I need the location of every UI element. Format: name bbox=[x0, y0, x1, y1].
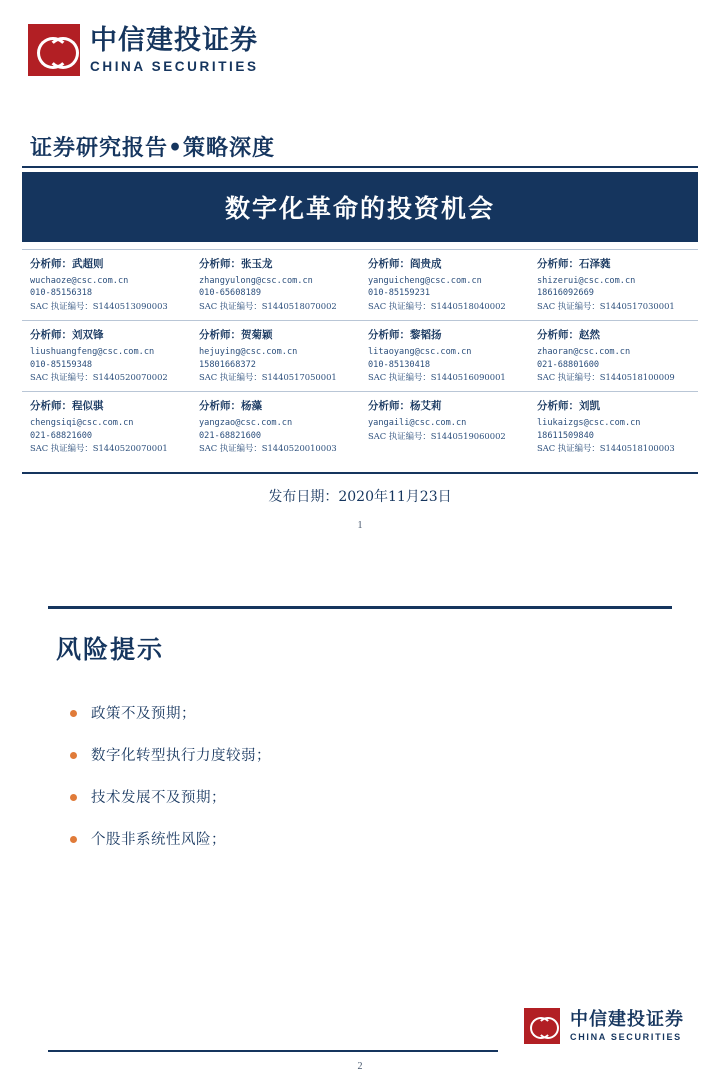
list-item-text: 个股非系统性风险； bbox=[91, 832, 226, 848]
analyst-phone: 010-85156318 bbox=[30, 288, 93, 299]
list-item-text: 政策不及预期； bbox=[91, 706, 196, 722]
analyst-sac: SAC 执证编号：S1440518100003 bbox=[537, 443, 675, 454]
analyst-sac: SAC 执证编号：S1440518070002 bbox=[199, 300, 337, 311]
logo-wordmark bbox=[90, 24, 259, 74]
risk-bullet-list bbox=[70, 702, 630, 870]
analyst-name: 分析师：黎韬扬 bbox=[368, 329, 442, 342]
analyst-sac: SAC 执证编号：S1440520070001 bbox=[30, 443, 168, 454]
analyst-cell bbox=[22, 321, 191, 391]
analyst-phone: 18616092669 bbox=[537, 288, 594, 299]
report-kind-label: 证券研究报告•策略深度 bbox=[30, 135, 276, 161]
analyst-phone: 021-68821600 bbox=[199, 430, 262, 441]
logo-chinese-name: 中信建投证券 bbox=[90, 24, 258, 56]
list-item-text: 技术发展不及预期； bbox=[91, 790, 226, 806]
analyst-cell bbox=[22, 392, 191, 462]
slide-bottom-rule bbox=[48, 1050, 498, 1052]
analyst-name: 分析师：杨藻 bbox=[199, 400, 262, 413]
logo-chinese-name: 中信建投证券 bbox=[570, 1008, 684, 1030]
analyst-cell bbox=[191, 250, 360, 320]
analyst-cell bbox=[360, 392, 529, 462]
analyst-name: 分析师：张玉龙 bbox=[199, 258, 273, 270]
csc-logo-icon bbox=[524, 1008, 560, 1044]
bullet-dot-icon bbox=[70, 752, 77, 759]
analyst-email[interactable]: litaoyang@csc.com.cn bbox=[368, 347, 472, 358]
analyst-email[interactable]: hejuying@csc.com.cn bbox=[199, 347, 298, 358]
title-banner bbox=[22, 172, 698, 242]
bullet-dot-icon bbox=[70, 794, 77, 801]
analyst-email[interactable]: liukaizgs@csc.com.cn bbox=[537, 418, 641, 429]
list-item-text: 数字化转型执行力度较弱； bbox=[91, 748, 271, 764]
analyst-name: 分析师：贺菊颖 bbox=[199, 329, 273, 342]
analyst-name: 分析师：程似骐 bbox=[30, 400, 104, 413]
analyst-sac: SAC 执证编号：S1440517050001 bbox=[199, 372, 337, 382]
analyst-email[interactable]: chengsiqi@csc.com.cn bbox=[30, 418, 134, 429]
analyst-email[interactable]: zhaoran@csc.com.cn bbox=[537, 347, 631, 358]
page-number: 2 bbox=[357, 1061, 363, 1072]
analyst-email[interactable]: shizerui@csc.com.cn bbox=[537, 276, 636, 286]
analyst-email[interactable]: zhangyulong@csc.com.cn bbox=[199, 276, 313, 286]
analyst-phone: 010-85159231 bbox=[368, 288, 431, 299]
analyst-cell bbox=[529, 392, 698, 462]
company-logo bbox=[28, 24, 259, 76]
analyst-email[interactable]: liushuangfeng@csc.com.cn bbox=[30, 347, 155, 358]
list-item bbox=[70, 786, 630, 807]
logo-english-name: CHINA SECURITIES bbox=[570, 1031, 682, 1042]
bullet-dot-icon bbox=[70, 710, 77, 717]
list-item bbox=[70, 744, 630, 765]
analyst-sac: SAC 执证编号：S1440513090003 bbox=[30, 300, 168, 311]
analyst-name: 分析师：刘双锋 bbox=[30, 329, 104, 342]
analyst-name: 分析师：武超则 bbox=[30, 258, 104, 270]
analyst-cell bbox=[191, 321, 360, 391]
analyst-phone: 021-68821600 bbox=[30, 430, 93, 441]
analyst-sac: SAC 执证编号：S1440517030001 bbox=[537, 300, 675, 311]
risk-page bbox=[0, 578, 720, 1080]
analyst-name: 分析师：刘凯 bbox=[537, 400, 600, 413]
list-item bbox=[70, 702, 630, 723]
analyst-sac: SAC 执证编号：S1440520010003 bbox=[199, 443, 337, 454]
analyst-grid-bottom-rule bbox=[22, 472, 698, 474]
bullet-dot-icon bbox=[70, 836, 77, 843]
header-divider bbox=[22, 166, 698, 168]
analyst-cell bbox=[22, 250, 191, 320]
page-title: 数字化革命的投资机会 bbox=[224, 194, 495, 223]
analyst-phone: 010-85130418 bbox=[368, 359, 431, 370]
analyst-name: 分析师：石泽蕤 bbox=[537, 258, 611, 270]
analyst-grid bbox=[22, 250, 698, 462]
analyst-phone: 18611509840 bbox=[537, 430, 594, 441]
analyst-phone: 010-65608189 bbox=[199, 288, 262, 299]
footer-logo bbox=[524, 1008, 684, 1044]
analyst-sac: SAC 执证编号：S1440518040002 bbox=[368, 300, 506, 311]
analyst-sac: SAC 执证编号：S1440518100009 bbox=[537, 372, 675, 382]
list-item bbox=[70, 828, 630, 849]
analyst-phone: 15801668372 bbox=[199, 359, 256, 370]
analyst-cell bbox=[360, 321, 529, 391]
analyst-cell bbox=[191, 392, 360, 462]
logo-english-name: CHINA SECURITIES bbox=[90, 58, 259, 74]
analyst-cell bbox=[529, 250, 698, 320]
page-number: 1 bbox=[357, 520, 363, 531]
analyst-sac: SAC 执证编号：S1440519060002 bbox=[368, 430, 506, 441]
csc-logo-icon bbox=[28, 24, 80, 76]
publish-date: 发布日期：2020年11月23日 bbox=[268, 489, 452, 505]
analyst-cell bbox=[529, 321, 698, 391]
analyst-name: 分析师：赵然 bbox=[537, 329, 600, 342]
analyst-email[interactable]: yanguicheng@csc.com.cn bbox=[368, 276, 482, 286]
section-heading: 风险提示 bbox=[56, 635, 165, 664]
footer-logo-wordmark bbox=[570, 1008, 684, 1042]
analyst-name: 分析师：阎贵成 bbox=[368, 258, 442, 270]
analyst-phone: 010-85159348 bbox=[30, 359, 93, 370]
analyst-sac: SAC 执证编号：S1440516090001 bbox=[368, 372, 506, 382]
analyst-phone: 021-68801600 bbox=[537, 359, 600, 370]
analyst-email[interactable]: wuchaoze@csc.com.cn bbox=[30, 276, 129, 286]
analyst-name: 分析师：杨艾莉 bbox=[368, 400, 442, 413]
analyst-email[interactable]: yangzao@csc.com.cn bbox=[199, 418, 293, 429]
slide-top-rule bbox=[48, 606, 672, 609]
analyst-sac: SAC 执证编号：S1440520070002 bbox=[30, 372, 168, 382]
analyst-cell bbox=[360, 250, 529, 320]
analyst-email[interactable]: yangaili@csc.com.cn bbox=[368, 418, 467, 429]
